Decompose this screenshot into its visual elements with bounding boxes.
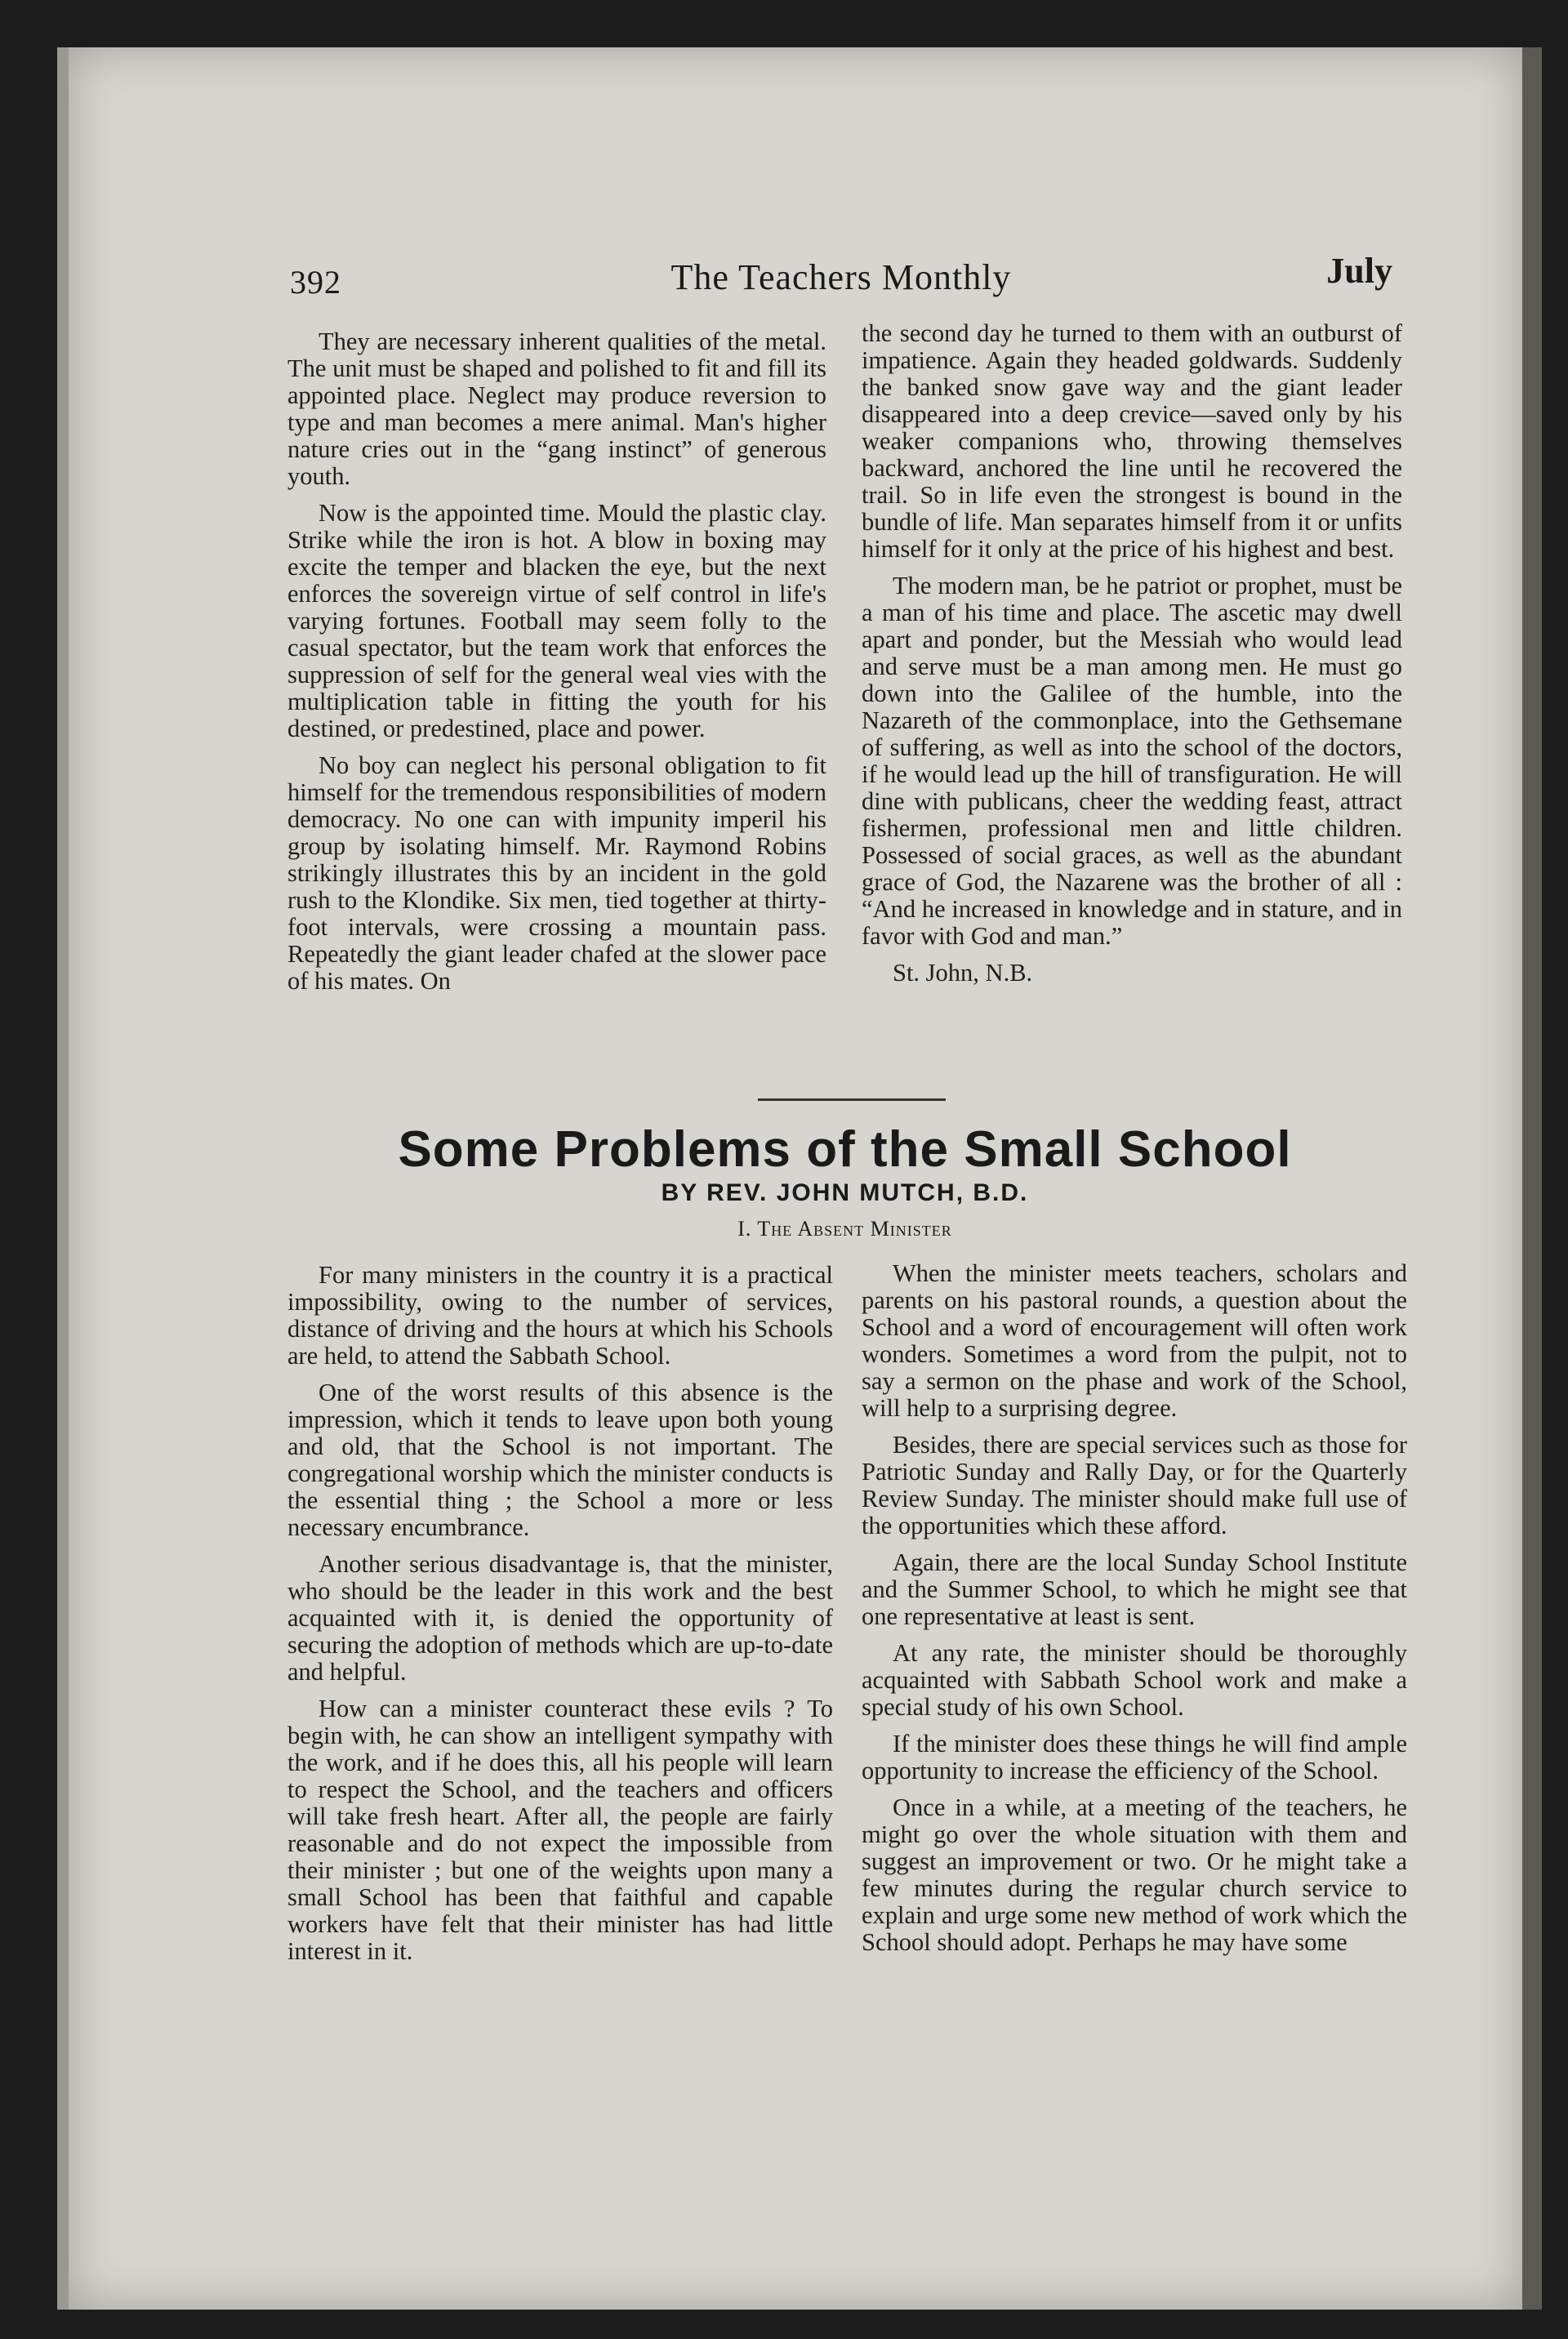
article-signoff: St. John, N.B. (893, 959, 1033, 987)
paragraph: No boy can neglect his personal obligation to fit himself for the tremendous responsibilities of modern democracy. No one can with impunity imperil his group by isolating himself. Mr. Raymond Robins strikingly illustrates this by an incident in the gold rush to the Klondike. Six men, tied together at thirty-foot intervals, were crossing a mountain pass. Repeatedly the giant leader chafed at the slower pace of his mates. On (287, 751, 826, 995)
section-divider (758, 1098, 946, 1101)
paragraph: They are necessary inherent qualities of the metal. The unit must be shaped and polished to fit and fill its appointed place. Neglect may produce reversion to type and man becomes a mere animal. Man's higher nature cries out in the “gang instinct” of generous youth. (287, 327, 826, 490)
paragraph: Besides, there are special services such as those for Patriotic Sunday and Rally Day, or for the Quarterly Review Sunday. The minister should make full use of the opportunities which these afford. (862, 1431, 1407, 1539)
section-heading: I. The Absent Minister (737, 1217, 952, 1241)
paragraph: For many ministers in the country it is a practical impossibility, owing to the number of services, distance of driving and the hours at which his Schools are held, to attend the Sabbath School. (287, 1261, 833, 1370)
page-header (290, 245, 1392, 302)
paragraph: Another serious disadvantage is, that the minister, who should be the leader in this work and the best acquainted with it, is denied the opportunity of securing the adoption of methods which are up-to-date and helpful. (287, 1550, 833, 1686)
paragraph: Again, there are the local Sunday School Institute and the Summer School, to which he might see that one representative at least is sent. (862, 1548, 1407, 1630)
paragraph: At any rate, the minister should be thoroughly acquainted with Sabbath School work and make a special study of his own School. (862, 1639, 1407, 1721)
paragraph: Now is the appointed time. Mould the plastic clay. Strike while the iron is hot. A blow in boxing may excite the temper and blacken the eye, but the next enforces the sovereign virtue of self control in life's varying fortunes. Football may seem folly to the casual spectator, but the team work that enforces the suppression of self for the general weal vies with the multiplication table in fitting the youth for his destined, or predestined, place and power. (287, 499, 826, 742)
paragraph: If the minister does these things he will find ample opportunity to increase the efficiency of the School. (862, 1730, 1407, 1784)
page-number: 392 (290, 264, 341, 301)
article-byline: BY REV. JOHN MUTCH, B.D. (661, 1179, 1029, 1206)
journal-title: The Teachers Monthly (670, 257, 1012, 297)
article-title: Some Problems of the Small School (398, 1121, 1292, 1178)
issue-month: July (1326, 251, 1392, 291)
top-right-column (862, 320, 1402, 996)
paragraph: the second day he turned to them with an outburst of impatience. Again they headed goldwards. Suddenly the banked snow gave way and the giant leader disappeared into a deep crevice—saved only by his weaker companions who, throwing themselves backward, anchored the line until he recovered the trail. So in life even the strongest is bound in the bundle of life. Man separates himself from it or unfits himself for it only at the price of his highest and best. (862, 319, 1402, 563)
bottom-left-column (287, 1262, 833, 1975)
top-left-column (287, 328, 826, 1005)
bottom-right-column (862, 1260, 1407, 1966)
paragraph: How can a minister counteract these evils ? To begin with, he can show an intelligent sympathy with the work, and if he does this, all his people will learn to respect the School, and the teachers and officers will take fresh heart. After all, the people are fairly reasonable and do not expect the impossible from their minister ; but one of the weights upon many a small School has been that faithful and capable workers have felt that their minister has had little interest in it. (287, 1695, 833, 1965)
paragraph: The modern man, be he patriot or prophet, must be a man of his time and place. The ascetic may dwell apart and ponder, but the Messiah who would lead and serve must be a man among men. He must go down into the Galilee of the humble, into the Nazareth of the commonplace, into the Gethsemane of suffering, as well as into the school of the doctors, if he would lead up the hill of transfiguration. He will dine with publicans, cheer the wedding feast, attract fishermen, professional men and little children. Possessed of social graces, as well as the abundant grace of God, the Nazarene was the brother of all : “And he increased in knowledge and in stature, and in favor with God and man.” (862, 572, 1402, 950)
paragraph: One of the worst results of this absence is the impression, which it tends to leave upon both young and old, that the School is not important. The congregational worship which the minister conducts is the essential thing ; the School a more or less necessary encumbrance. (287, 1379, 833, 1541)
paragraph: When the minister meets teachers, scholars and parents on his pastoral rounds, a question about the School and a word of encouragement will often work wonders. Sometimes a word from the pulpit, not to say a sermon on the phase and work of the School, will help to a surprising degree. (862, 1259, 1407, 1422)
paragraph: Once in a while, at a meeting of the teachers, he might go over the whole situation with them and suggest an improvement or two. Or he might take a few minutes during the regular church service to explain and urge some new method of work which the School should adopt. Perhaps he may have some (862, 1793, 1407, 1956)
